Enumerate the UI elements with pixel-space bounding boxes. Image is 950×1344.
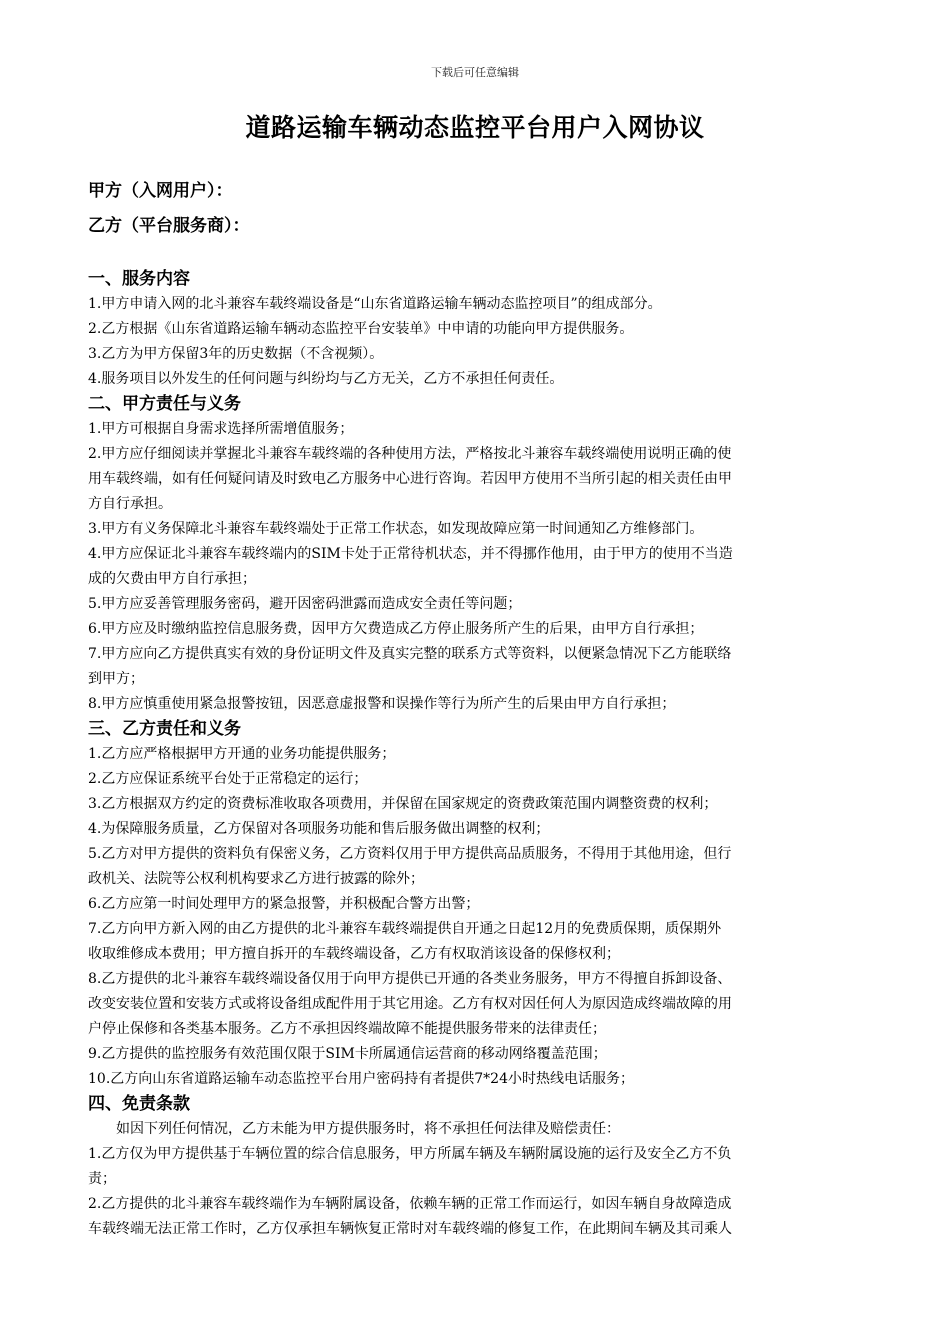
clause-line: 4.为保障服务质量，乙方保留对各项服务功能和售后服务做出调整的权利；	[88, 821, 550, 837]
clause-line: 2.乙方提供的北斗兼容车载终端作为车辆附属设备，依赖车辆的正常工作而运行，如因车辆自身故障造成	[88, 1196, 732, 1212]
document-body	[88, 267, 862, 1242]
clause-line: 1.乙方应严格根据甲方开通的业务功能提供服务；	[88, 746, 396, 762]
clause-line: 8.乙方提供的北斗兼容车载终端设备仅用于向甲方提供已开通的各类业务服务，甲方不得擅自拆卸设备、	[88, 971, 732, 987]
clause	[88, 967, 862, 1042]
clause-line: 4.甲方应保证北斗兼容车载终端内的SIM卡处于正常待机状态，并不得挪作他用，由于甲方的使用不当造	[88, 546, 733, 562]
document-title: 道路运输车辆动态监控平台用户入网协议	[245, 113, 705, 142]
clause	[88, 292, 862, 317]
clause	[88, 917, 862, 967]
clause-line: 6.乙方应第一时间处理甲方的紧急报警，并积极配合警方出警；	[88, 896, 480, 912]
header-note: 下载后可任意编辑	[431, 66, 519, 79]
clause-line: 1.甲方可根据自身需求选择所需增值服务；	[88, 421, 354, 437]
clause-line: 1.乙方仅为甲方提供基于车辆位置的综合信息服务，甲方所属车辆及车辆附属设施的运行及安全乙方不负	[88, 1146, 732, 1162]
clause	[88, 892, 862, 917]
clause	[88, 317, 862, 342]
clause-line: 3.乙方根据双方约定的资费标准收取各项费用，并保留在国家规定的资费政策范围内调整资费的权利；	[88, 796, 718, 812]
clause	[88, 342, 862, 367]
clause	[88, 792, 862, 817]
clause	[88, 642, 862, 692]
clause	[88, 842, 862, 892]
clause-line: 2.甲方应仔细阅读并掌握北斗兼容车载终端的各种使用方法，严格按北斗兼容车载终端使用说明正确的使	[88, 446, 732, 462]
clause	[88, 1142, 862, 1192]
clause-line: 7.乙方向甲方新入网的由乙方提供的北斗兼容车载终端提供自开通之日起12月的免费质保期，质保期外	[88, 921, 722, 937]
clause-line: 5.乙方对甲方提供的资料负有保密义务，乙方资料仅用于甲方提供高品质服务，不得用于其他用途，但行	[88, 846, 732, 862]
clause-line: 9.乙方提供的监控服务有效范围仅限于SIM卡所属通信运营商的移动网络覆盖范围；	[88, 1046, 607, 1062]
clause	[88, 1192, 862, 1242]
clause	[88, 817, 862, 842]
clause	[88, 592, 862, 617]
clause	[88, 1067, 862, 1092]
clause	[88, 767, 862, 792]
section-title: 二、甲方责任与义务	[88, 394, 241, 414]
party-a-label: 甲方（入网用户）：	[88, 181, 233, 201]
clause-line: 成的欠费由甲方自行承担；	[88, 571, 256, 587]
clause-line: 户停止保修和各类基本服务。乙方不承担因终端故障不能提供服务带来的法律责任；	[88, 1021, 606, 1037]
clause-intro	[88, 1117, 862, 1142]
clause-line: 如因下列任何情况，乙方未能为甲方提供服务时，将不承担任何法律及赔偿责任：	[116, 1121, 620, 1137]
clause	[88, 692, 862, 717]
clause-line: 用车载终端，如有任何疑问请及时致电乙方服务中心进行咨询。若因甲方使用不当所引起的相关责任由甲	[88, 471, 732, 487]
clause-line: 2.乙方应保证系统平台处于正常稳定的运行；	[88, 771, 368, 787]
clause-line: 7.甲方应向乙方提供真实有效的身份证明文件及真实完整的联系方式等资料，以便紧急情况下乙方能联络	[88, 646, 732, 662]
clause	[88, 417, 862, 442]
section-title: 一、服务内容	[88, 269, 190, 289]
clause	[88, 442, 862, 517]
clause	[88, 517, 862, 542]
section-title: 四、免责条款	[88, 1094, 190, 1114]
clause	[88, 542, 862, 592]
clause	[88, 1042, 862, 1067]
clause-line: 责；	[88, 1171, 116, 1187]
clause-line: 改变安装位置和安装方式或将设备组成配件用于其它用途。乙方有权对因任何人为原因造成终端故障的用	[88, 996, 732, 1012]
clause-line: 收取维修成本费用；甲方擅自拆开的车载终端设备，乙方有权取消该设备的保修权利；	[88, 946, 620, 962]
clause-line: 4.服务项目以外发生的任何问题与纠纷均与乙方无关，乙方不承担任何责任。	[88, 371, 564, 387]
clause-line: 政机关、法院等公权利机构要求乙方进行披露的除外；	[88, 871, 424, 887]
clause-line: 10.乙方向山东省道路运输车动态监控平台用户密码持有者提供7*24小时热线电话服务；	[88, 1071, 634, 1087]
clause-line: 5.甲方应妥善管理服务密码，避开因密码泄露而造成安全责任等问题；	[88, 596, 522, 612]
clause-line: 方自行承担。	[88, 496, 172, 512]
clause	[88, 742, 862, 767]
clause-line: 6.甲方应及时缴纳监控信息服务费，因甲方欠费造成乙方停止服务所产生的后果，由甲方自行承担；	[88, 621, 704, 637]
clause-line: 1.甲方申请入网的北斗兼容车载终端设备是“山东省道路运输车辆动态监控项目”的组成部分。	[88, 296, 662, 312]
clause-line: 2.乙方根据《山东省道路运输车辆动态监控平台安装单》中申请的功能向甲方提供服务。	[88, 321, 634, 337]
clause-line: 到甲方；	[88, 671, 144, 687]
clause-line: 车载终端无法正常工作时，乙方仅承担车辆恢复正常时对车载终端的修复工作，在此期间车辆及其司乘人	[88, 1221, 732, 1237]
clause	[88, 617, 862, 642]
party-b-label: 乙方（平台服务商）：	[88, 216, 250, 236]
clause-line: 8.甲方应慎重使用紧急报警按钮，因恶意虚报警和误操作等行为所产生的后果由甲方自行承担；	[88, 696, 676, 712]
clause-line: 3.乙方为甲方保留3年的历史数据（不含视频）。	[88, 346, 384, 362]
section-title: 三、乙方责任和义务	[88, 719, 241, 739]
clause-line: 3.甲方有义务保障北斗兼容车载终端处于正常工作状态，如发现故障应第一时间通知乙方维修部门。	[88, 521, 704, 537]
clause	[88, 367, 862, 392]
